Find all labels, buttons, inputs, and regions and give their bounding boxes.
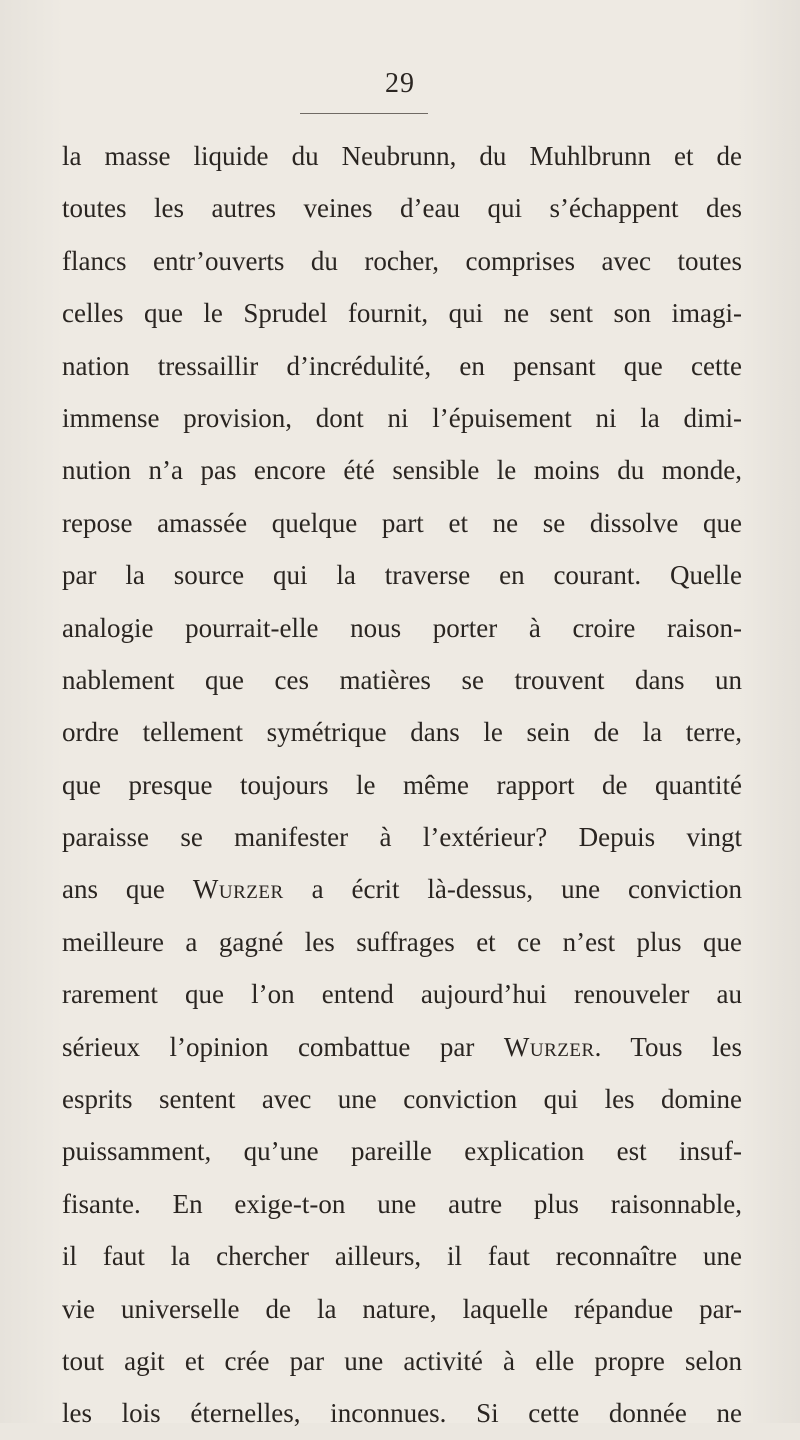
- text-line: nablement que ces matières se trouvent dans un: [62, 664, 742, 695]
- text-line: toutes les autres veines d’eau qui s’échappent des: [62, 193, 742, 224]
- author-name: Wurzer: [503, 1031, 595, 1062]
- text-line: nation tressaillir d’incrédulité, en pensant que cette: [62, 350, 742, 381]
- page-number: 29: [385, 68, 415, 99]
- text-line: immense provision, dont ni l’épuisement ni la dimi-: [62, 402, 742, 433]
- text-line: puissamment, qu’une pareille explication est insuf-: [62, 1136, 742, 1167]
- text-line: fisante. En exige-t-on une autre plus raisonnable,: [62, 1188, 742, 1219]
- text-line: ordre tellement symétrique dans le sein de la terre,: [62, 717, 742, 748]
- text-line: il faut la chercher ailleurs, il faut reconnaître une: [62, 1241, 742, 1272]
- text-line: tout agit et crée par une activité à elle propre selon: [62, 1345, 742, 1376]
- text-line: celles que le Sprudel fournit, qui ne sent son imagi-: [62, 298, 742, 329]
- text-line: paraisse se manifester à l’extérieur? Depuis vingt: [62, 822, 742, 853]
- text-line: repose amassée quelque part et ne se dissolve que: [62, 507, 742, 538]
- text-line: meilleure a gagné les suffrages et ce n’est plus que: [62, 926, 742, 957]
- text-line: rarement que l’on entend aujourd’hui renouveler au: [62, 979, 742, 1010]
- text-line: esprits sentent avec une conviction qui les domine: [62, 1084, 742, 1115]
- header-rule: [300, 113, 428, 114]
- text-line: flancs entr’ouverts du rocher, comprises avec toutes: [62, 245, 742, 276]
- text-line: vie universelle de la nature, laquelle répandue par-: [62, 1293, 742, 1324]
- body-text: [62, 130, 742, 1440]
- text-line: les lois éternelles, inconnues. Si cette donnée ne: [62, 1398, 742, 1429]
- text-line: analogie pourrait-elle nous porter à croire raison-: [62, 612, 742, 643]
- text-line: que presque toujours le même rapport de quantité: [62, 769, 742, 800]
- text-line: nution n’a pas encore été sensible le moins du monde,: [62, 455, 742, 486]
- text-line: ans que Wurzer a écrit là-dessus, une conviction: [62, 874, 742, 905]
- author-name: Wurzer: [192, 874, 284, 905]
- text-line: la masse liquide du Neubrunn, du Muhlbrunn et de: [62, 141, 742, 171]
- text-line: sérieux l’opinion combattue par Wurzer. Tous les: [62, 1031, 742, 1062]
- text-line: par la source qui la traverse en courant. Quelle: [62, 560, 742, 591]
